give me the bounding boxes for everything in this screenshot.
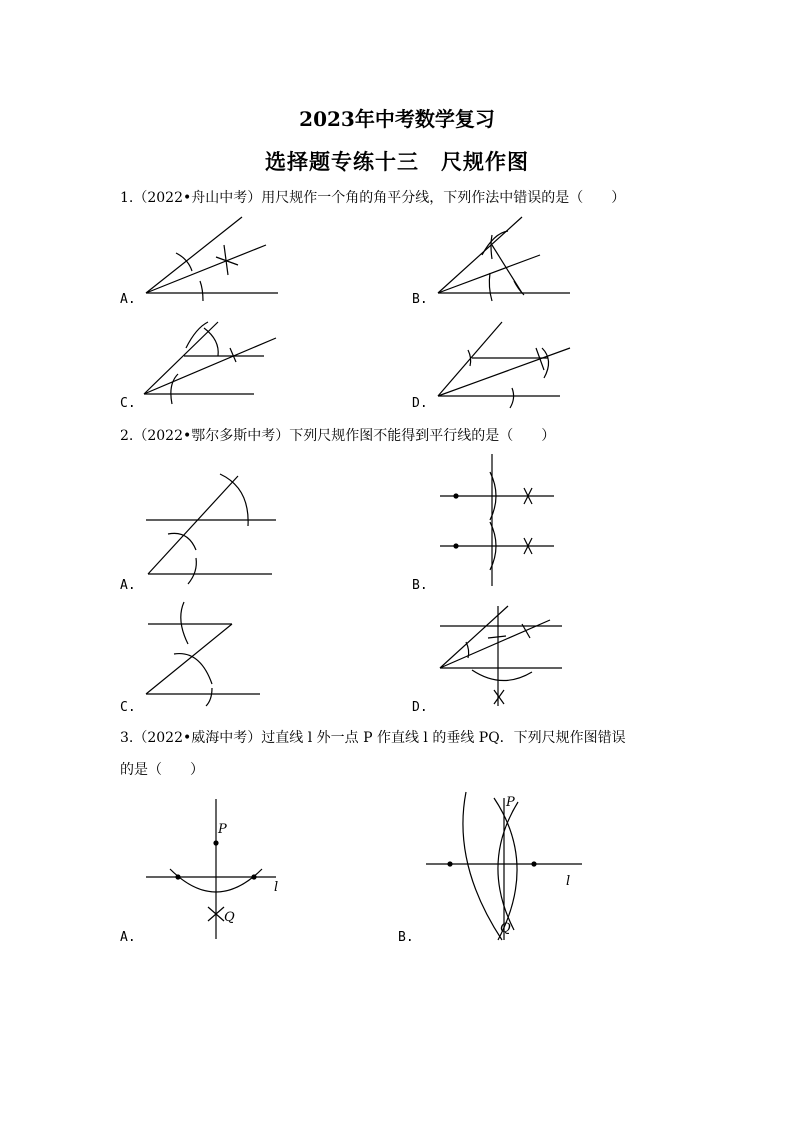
page-title: 2023年中考数学复习 — [299, 107, 495, 131]
question-3-text-line2: 的是（ ） — [120, 762, 204, 778]
q3b-line-l-label: l — [566, 874, 571, 889]
q2-option-d-label: D. — [412, 700, 428, 715]
q3a-point-q-label: Q — [224, 910, 235, 925]
q1-figure-b — [432, 215, 577, 305]
page-subtitle: 选择题专练十三 尺规作图 — [265, 149, 529, 174]
q2-option-b-label: B. — [412, 578, 428, 593]
q3b-point-q-label: Q — [500, 921, 511, 936]
q2-option-c-label: C. — [120, 700, 136, 715]
q1-option-a-label: A. — [120, 292, 136, 307]
q1-option-b-label: B. — [412, 292, 428, 307]
q2-figure-d — [432, 600, 567, 705]
question-1-text: 1.（2022•舟山中考）用尺规作一个角的角平分线，下列作法中错误的是（ ） — [120, 190, 626, 206]
question-3-text-line1: 3.（2022•威海中考）过直线 l 外一点 P 作直线 l 的垂线 PQ．下列尺规作图错误 — [120, 730, 626, 746]
q3b-point-p-label: P — [506, 795, 515, 810]
q3-figure-a — [140, 795, 290, 945]
q3-option-a-label: A. — [120, 930, 136, 945]
q2-figure-b — [432, 452, 562, 587]
q2-figure-c — [140, 600, 290, 700]
q3a-line-l-label: l — [274, 880, 279, 895]
q1-option-d-label: D. — [412, 396, 428, 411]
question-2-text: 2.（2022•鄂尔多斯中考）下列尺规作图不能得到平行线的是（ ） — [120, 428, 556, 444]
q1-figure-c — [140, 318, 290, 408]
q2-figure-a — [140, 468, 290, 583]
q3a-point-p-label: P — [218, 822, 227, 837]
q1-option-c-label: C. — [120, 396, 136, 411]
q1-figure-a — [140, 215, 290, 305]
q3-figure-b — [420, 790, 590, 945]
q3-option-b-label: B. — [398, 930, 414, 945]
q1-figure-d — [432, 318, 577, 408]
q2-option-a-label: A. — [120, 578, 136, 593]
